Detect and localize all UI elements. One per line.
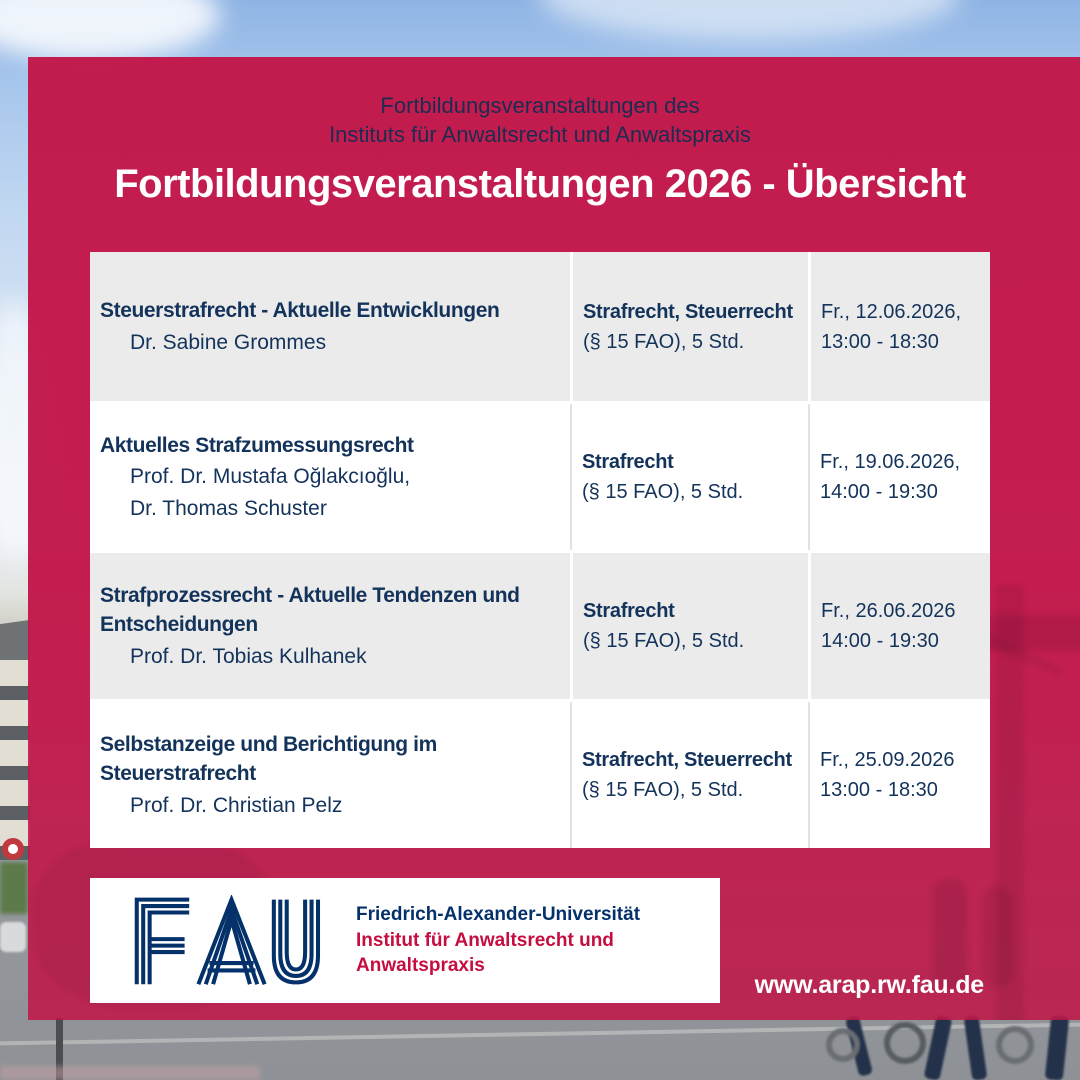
event-date: Fr., 19.06.2026, [820, 451, 961, 474]
area-cell [570, 702, 808, 848]
university-name: Friedrich-Alexander-Universität [356, 904, 641, 926]
bicycle-wheel-shape [826, 1028, 860, 1062]
institute-name-line1: Institut für Anwaltsrecht und [356, 929, 614, 951]
table-row [90, 252, 990, 401]
fao-detail: (§ 15 FAO), 5 Std. [582, 779, 744, 802]
law-area: Strafrecht, Steuerrecht [583, 300, 793, 323]
event-title: Steuerstrafrecht - Aktuelle Entwicklungen [100, 299, 500, 323]
traffic-sign-shape [2, 838, 24, 860]
date-cell [808, 404, 990, 550]
fao-detail: (§ 15 FAO), 5 Std. [583, 630, 745, 653]
event-date: Fr., 26.06.2026 [821, 600, 956, 623]
red-overlay-panel [28, 57, 1080, 1020]
building-facade-shape [0, 660, 30, 860]
event-time: 13:00 - 18:30 [821, 330, 939, 353]
header-subtitle-line1: Fortbildungsveranstaltungen des [380, 93, 700, 118]
event-speaker: Prof. Dr. Tobias Kulhanek [130, 644, 367, 668]
event-date: Fr., 12.06.2026, [821, 300, 962, 323]
header-subtitle-line2: Instituts für Anwaltsrecht und Anwaltspraxis [329, 122, 751, 148]
table-row [90, 401, 990, 550]
cloud-shape [540, 0, 960, 40]
fau-logo-text [356, 902, 640, 979]
bicycle-wheel-shape [884, 1022, 926, 1064]
event-speaker: Dr. Thomas Schuster [130, 496, 327, 520]
law-area: Strafrecht [582, 451, 674, 474]
area-cell [570, 252, 808, 401]
event-title: Aktuelles Strafzumessungsrecht [100, 433, 414, 457]
table-row [90, 550, 990, 699]
header-subtitle [28, 57, 1052, 149]
pavement-tint [0, 1066, 260, 1080]
event-cell [90, 404, 570, 550]
car-shape [0, 922, 26, 952]
area-cell [570, 553, 808, 699]
event-time: 14:00 - 19:30 [821, 630, 939, 653]
event-cell [90, 252, 570, 401]
fau-logo-icon [112, 895, 340, 987]
event-cell [90, 553, 570, 699]
panel-content [28, 57, 1080, 1020]
event-speaker: Dr. Sabine Grommes [130, 330, 327, 354]
law-area: Strafrecht, Steuerrecht [582, 749, 792, 772]
event-date: Fr., 25.09.2026 [820, 749, 955, 772]
fao-detail: (§ 15 FAO), 5 Std. [582, 481, 744, 504]
date-cell [808, 553, 990, 699]
website-url: www.arap.rw.fau.de [754, 971, 984, 999]
law-area: Strafrecht [583, 600, 675, 623]
event-time: 14:00 - 19:30 [820, 481, 938, 504]
fao-detail: (§ 15 FAO), 5 Std. [583, 330, 745, 353]
foliage-shape [0, 862, 28, 914]
area-cell [570, 404, 808, 550]
institute-name-line2: Anwaltspraxis [356, 955, 485, 977]
date-cell [808, 252, 990, 401]
bicycle-wheel-shape [996, 1026, 1034, 1064]
page-title: Fortbildungsveranstaltungen 2026 - Übersicht [114, 162, 966, 207]
cloud-shape [0, 0, 220, 60]
event-speaker: Prof. Dr. Christian Pelz [130, 793, 343, 817]
building-roof-shape [0, 620, 30, 664]
event-time: 13:00 - 18:30 [820, 779, 938, 802]
events-table [90, 252, 990, 848]
event-title: Strafprozessrecht - Aktuelle Tendenzen und Entscheidungen [100, 583, 520, 637]
event-cell [90, 702, 570, 848]
event-title: Selbstanzeige und Berichtigung im Steuerstrafrecht [100, 732, 437, 786]
table-row [90, 699, 990, 848]
date-cell [808, 702, 990, 848]
fau-logo-box [90, 878, 720, 1003]
event-speaker: Prof. Dr. Mustafa Oğlakcıoğlu, [130, 465, 411, 489]
